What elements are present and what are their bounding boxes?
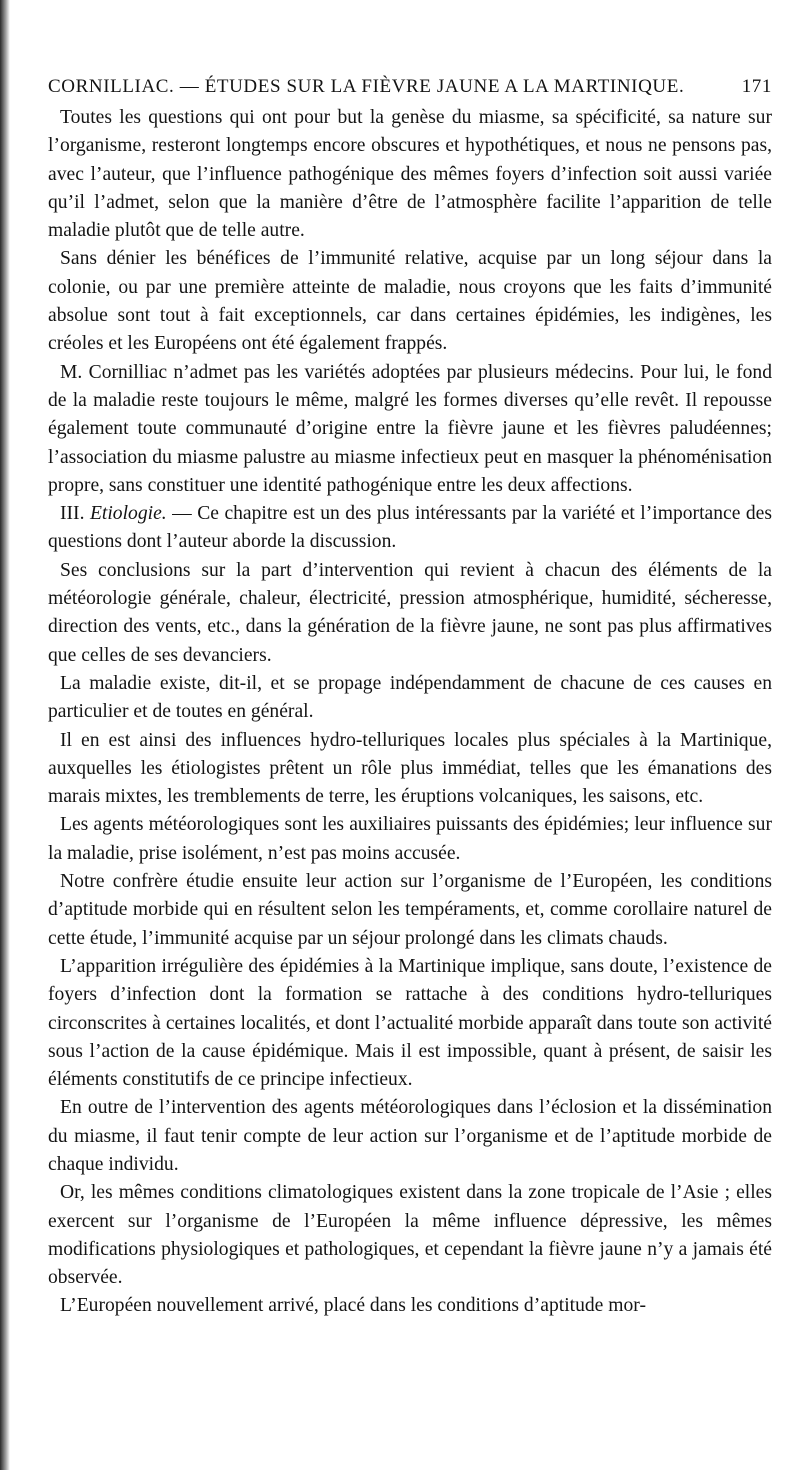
paragraph-12-text: Or, les mêmes conditions climatologiques existent dans la zone tropicale de l’Asie ; elles exercent sur l’organisme de l’Européen la même influence dépressive, les mêmes modifications physiologiques et pathologiques, et cependant la fièvre jaune n’y a jamais été observée.	[48, 1182, 772, 1289]
page-number: 171	[741, 76, 772, 97]
body-text	[48, 104, 772, 1321]
section-heading: Etiologie.	[89, 503, 167, 525]
paragraph-5-text: Ses conclusions sur la part d’intervention qui revient à chacun des éléments de la météorologie générale, chaleur, électricité, pression atmosphérique, humidité, sécheresse, direction des vents, etc., dans la génération de la fièvre jaune, ne sont pas plus affirmatives que celles de ses devanciers.	[48, 559, 772, 666]
paragraph-10-text: L’apparition irrégulière des épidémies à la Martinique implique, sans doute, l’existence de foyers d’infection dont la formation se rattache à des conditions hydro-telluriques circonscrites à certaines localités, et dont l’actualité morbide apparaît dans toute son activité sous l’action de la cause épidémique. Mais il est impossible, quant à présent, de saisir les éléments constitutifs de ce principe infectieux.	[48, 955, 772, 1091]
paragraph-11-text: En outre de l’intervention des agents météorologiques dans l’éclosion et la dissémination du miasme, il faut tenir compte de leur action sur l’organisme et de l’aptitude morbide de chaque individu.	[48, 1097, 772, 1175]
paragraph-8	[48, 811, 772, 868]
paragraph-1-text: Toutes les questions qui ont pour but la genèse du miasme, sa spécificité, sa nature sur l’organisme, resteront longtemps encore obscures et hypothétiques, et nous ne pensons pas, avec l’auteur, que l’influence pathogénique des mêmes foyers d’infection soit aussi variée qu’il l’admet, selon que la manière d’être de l’atmosphère facilite l’apparition de telle maladie plutôt que de telle autre.	[48, 107, 772, 242]
paragraph-2-text: Sans dénier les bénéfices de l’immunité relative, acquise par un long séjour dans la colonie, ou par une première atteinte de maladie, nous croyons que les faits d’immunité absolue sont tout à fait exceptionnels, car dans certaines épidémies, les indigènes, les créoles et les Européens ont été également frappés.	[48, 248, 772, 355]
paragraph-10	[48, 953, 772, 1094]
paragraph-8-text: Les agents météorologiques sont les auxiliaires puissants des épidémies; leur influence sur la maladie, prise isolément, n’est pas moins accusée.	[48, 814, 772, 864]
paragraph-1	[48, 104, 772, 245]
paragraph-9	[48, 868, 772, 953]
paragraph-6-text: La maladie existe, dit-il, et se propage indépendamment de chacune de ces causes en particulier et de toutes en général.	[48, 672, 772, 723]
running-title: CORNILLIAC. — ÉTUDES SUR LA FIÈVRE JAUNE A LA MARTINIQUE.	[48, 76, 685, 97]
paragraph-13-text: L’Européen nouvellement arrivé, placé dans les conditions d’aptitude mor-	[60, 1295, 646, 1317]
section-intro-text: — Ce chapitre est un des plus intéressants par la variété et l’importance des questions dont l’auteur aborde la discussion.	[48, 503, 772, 553]
section-numeral: III.	[60, 503, 85, 525]
paragraph-3	[48, 359, 772, 500]
paragraph-11	[48, 1094, 772, 1179]
paragraph-3-text: M. Cornilliac n’admet pas les variétés adoptées par plusieurs médecins. Pour lui, le fond de la maladie reste toujours le même, malgré les formes diverses qu’elle revêt. Il repousse également toute communauté d’origine entre la fièvre jaune et les fièvres paludéennes; l’association du miasme palustre au miasme infectieux peut en masquer la phénoménisation propre, sans constituer une identité pathogénique entre les deux affections.	[48, 361, 772, 496]
paragraph-6	[48, 670, 772, 727]
running-head	[48, 76, 772, 98]
paragraph-5	[48, 557, 772, 670]
section-etiologie-paragraph	[48, 500, 772, 557]
paragraph-7-text: Il en est ainsi des influences hydro-telluriques locales plus spéciales à la Martinique, auxquelles les étiologistes prêtent un rôle plus immédiat, telles que les émanations des marais mixtes, les tremblements de terre, les éruptions volcaniques, les saisons, etc.	[48, 729, 772, 808]
paragraph-12	[48, 1179, 772, 1292]
paragraph-13	[48, 1292, 772, 1320]
paragraph-9-text: Notre confrère étudie ensuite leur action sur l’organisme de l’Européen, les conditions d’aptitude morbide qui en résultent selon les tempéraments, et, comme corollaire naturel de cette étude, l’immunité acquise par un séjour prolongé dans les climats chauds.	[48, 871, 772, 949]
paragraph-7	[48, 727, 772, 812]
page-edge-shadow	[0, 0, 10, 1470]
paragraph-2	[48, 245, 772, 358]
